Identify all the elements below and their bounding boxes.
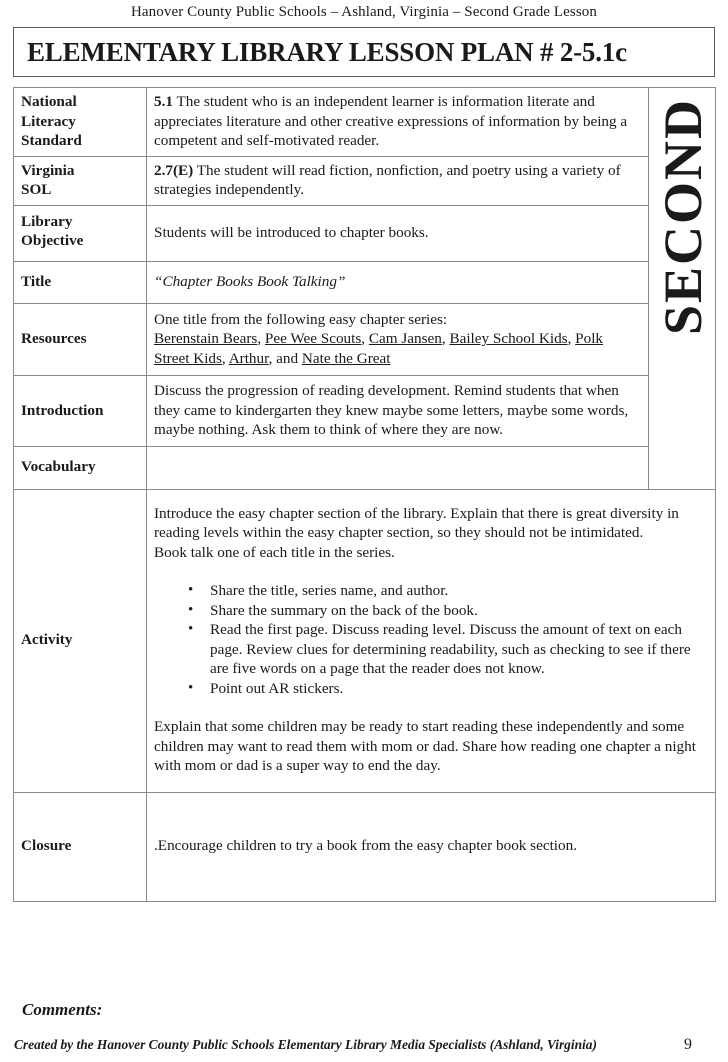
grade-marker-cell: [649, 88, 716, 490]
series-title: Pee Wee Scouts: [264, 330, 362, 347]
row-content-national-literacy-standard: [147, 88, 649, 157]
label-line: Literacy: [21, 112, 76, 130]
table-row: [14, 156, 716, 205]
lesson-plan-title-box: [13, 27, 715, 77]
activity-paragraph-2: Book talk one of each title in the series.: [154, 543, 395, 561]
lesson-plan-table: [13, 87, 716, 902]
credit-line: Created by the Hanover County Public Schools Elementary Library Media Specialists (Ashland, Virginia): [14, 1037, 597, 1052]
page-title: ELEMENTARY LIBRARY LESSON PLAN # 2-5.1c: [27, 36, 627, 67]
row-label-vocabulary: Vocabulary: [14, 446, 147, 489]
running-header: Hanover County Public Schools – Ashland, Virginia – Second Grade Lesson: [130, 4, 597, 20]
table-row: [14, 489, 716, 792]
label-line: Library: [21, 212, 73, 230]
grade-marker-text: SECOND: [653, 98, 713, 336]
row-content-introduction: Discuss the progression of reading development. Remind students that when they came to kindergarten they knew maybe some letters, maybe some words, maybe nothing. Ask them to think of where they are now.: [147, 376, 649, 447]
table-row: [14, 205, 716, 261]
list-item: • Share the title, series name, and author.: [210, 581, 708, 601]
series-title: Polk Street Kids: [154, 330, 604, 367]
lesson-plan-table-wrapper: [13, 87, 715, 902]
activity-bullet-list: [154, 581, 708, 698]
row-label-activity: Activity: [14, 489, 147, 792]
list-item: • Share the summary on the back of the book.: [210, 601, 708, 621]
series-title: Arthur: [228, 349, 269, 367]
sol-text: The student will read fiction, nonfiction, and poetry using a variety of strategies independently.: [154, 161, 621, 198]
series-title: Cam Jansen: [368, 330, 442, 347]
footer: [14, 1036, 714, 1054]
series-title: Berenstain Bears: [154, 330, 258, 347]
page-number: 9: [684, 1036, 692, 1053]
row-label-library-objective: [14, 205, 147, 261]
list-item: • Point out AR stickers.: [210, 679, 708, 699]
row-label-virginia-sol: [14, 156, 147, 205]
table-row: [14, 88, 716, 157]
series-title: Nate the Great: [301, 349, 391, 367]
row-label-resources: Resources: [14, 303, 147, 376]
table-row: [14, 376, 716, 447]
row-content-virginia-sol: [147, 156, 649, 205]
row-label-title: Title: [14, 261, 147, 303]
row-content-resources: [147, 303, 649, 376]
row-content-title: “Chapter Books Book Talking”: [147, 261, 649, 303]
table-row: [14, 792, 716, 901]
sol-code: 2.7(E): [154, 161, 194, 179]
row-content-closure: .Encourage children to try a book from the easy chapter book section.: [147, 792, 716, 901]
row-label-introduction: Introduction: [14, 376, 147, 447]
standard-text: The student who is an independent learner is information literate and appreciates literature and other creative expressions of information by being a competent and self-motivated reader.: [154, 93, 628, 149]
series-title: Bailey School Kids: [449, 330, 568, 347]
resources-intro: One title from the following easy chapter series:: [154, 310, 448, 328]
row-label-closure: Closure: [14, 792, 147, 901]
standard-code: 5.1: [154, 93, 173, 110]
list-item: • Read the first page. Discuss reading level. Discuss the amount of text on each page. Review clues for determining readability, such as checking to see if there are five words on a page that the reader does not know.: [210, 620, 708, 679]
table-row: [14, 446, 716, 489]
row-content-activity: [147, 489, 716, 792]
activity-spacer: [154, 698, 708, 717]
label-line: Virginia: [21, 161, 75, 179]
row-content-vocabulary: [147, 446, 649, 489]
label-line: National: [21, 93, 77, 110]
label-line: Objective: [21, 232, 84, 249]
label-line: SOL: [21, 181, 52, 198]
label-line: Standard: [21, 132, 82, 149]
series-conjunction: and: [276, 349, 299, 367]
activity-paragraph-3: Explain that some children may be ready to start reading these independently and some children may want to read them with mom or dad. Share how reading one chapter a night with mom or dad is a super way to end the day.: [154, 718, 696, 774]
resources-series-list: Berenstain Bears, Pee Wee Scouts, Cam Jansen, Bailey School Kids, Polk Street Kids, Arthur, and Nate the Great: [154, 330, 604, 367]
comments-label: Comments:: [22, 1000, 103, 1019]
activity-spacer: [154, 562, 708, 581]
activity-paragraph-1: Introduce the easy chapter section of the library. Explain that there is great diversity in reading levels within the easy chapter section, so they should not be intimidated.: [154, 504, 679, 541]
table-row: [14, 303, 716, 376]
row-content-library-objective: Students will be introduced to chapter books.: [147, 205, 649, 261]
table-row: [14, 261, 716, 303]
row-label-national-literacy-standard: [14, 88, 147, 157]
